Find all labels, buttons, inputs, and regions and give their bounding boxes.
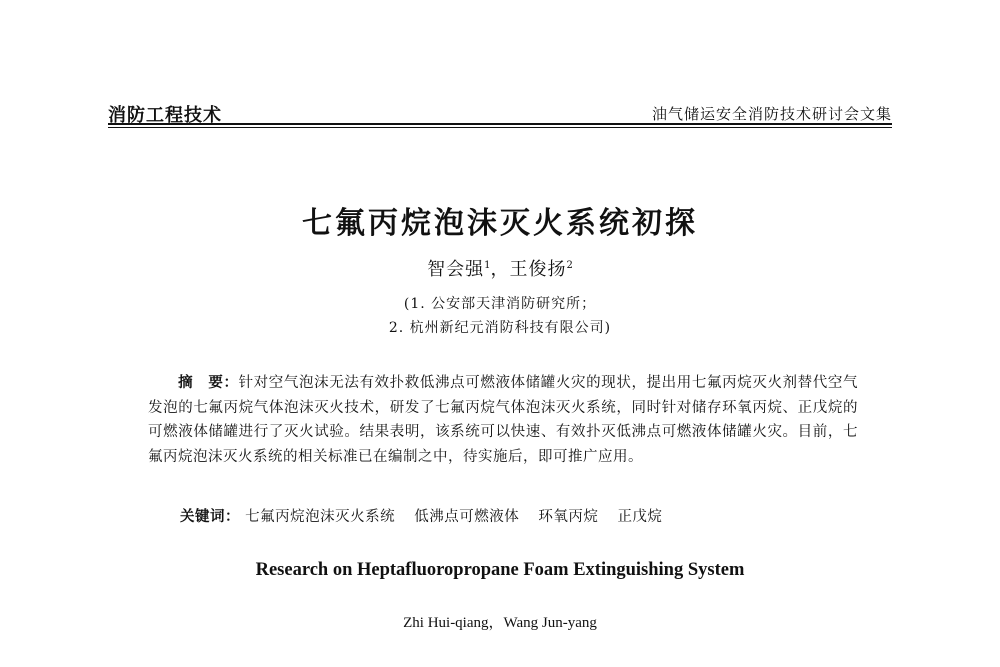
author-separator: ， bbox=[490, 259, 510, 280]
affiliation-2: 2. 杭州新纪元消防科技有限公司) bbox=[388, 320, 612, 336]
english-authors: Zhi Hui-qiang，Wang Jun-yang bbox=[403, 615, 597, 631]
abstract-label: 摘 要： bbox=[178, 375, 239, 391]
author-line bbox=[0, 255, 1000, 281]
author-name: 智会强 bbox=[427, 259, 485, 280]
keyword: 环氧丙烷 bbox=[538, 509, 599, 525]
keywords bbox=[180, 505, 676, 526]
keyword: 正戊烷 bbox=[617, 509, 663, 525]
journal-name: 消防工程技术 bbox=[108, 105, 222, 126]
header-divider bbox=[108, 123, 892, 125]
affiliation-1: (1. 公安部天津消防研究所； bbox=[403, 296, 597, 312]
keyword: 七氟丙烷泡沫灭火系统 bbox=[245, 509, 396, 525]
english-title: Research on Heptafluoropropane Foam Extinguishing System bbox=[255, 560, 745, 580]
paper-title: 七氟丙烷泡沫灭火系统初探 bbox=[302, 206, 698, 241]
author-affil-marker: 2 bbox=[566, 260, 573, 271]
keyword: 低沸点可燃液体 bbox=[414, 509, 520, 525]
abstract-text: 针对空气泡沫无法有效扑救低沸点可燃液体储罐火灾的现状，提出用七氟丙烷灭火剂替代空气发泡的七氟丙烷气体泡沫灭火技术，研发了七氟丙烷气体泡沫灭火系统，同时针对储存环氧丙烷、正戊烷的可燃液体储罐进行了灭火试验。结果表明，该系统可以快速、有效扑灭低沸点可燃液体储罐火灾。目前，七氟丙烷泡沫灭火系统的相关标准已在编制之中，待实施后，即可推广应用。 bbox=[148, 375, 859, 465]
author-affil-marker: 1 bbox=[484, 260, 491, 271]
keywords-label: 关键词： bbox=[180, 509, 240, 525]
abstract bbox=[148, 371, 858, 469]
header-divider-thin bbox=[108, 127, 892, 128]
collection-name: 油气储运安全消防技术研讨会文集 bbox=[651, 105, 892, 123]
author-name: 王俊扬 bbox=[509, 259, 567, 280]
